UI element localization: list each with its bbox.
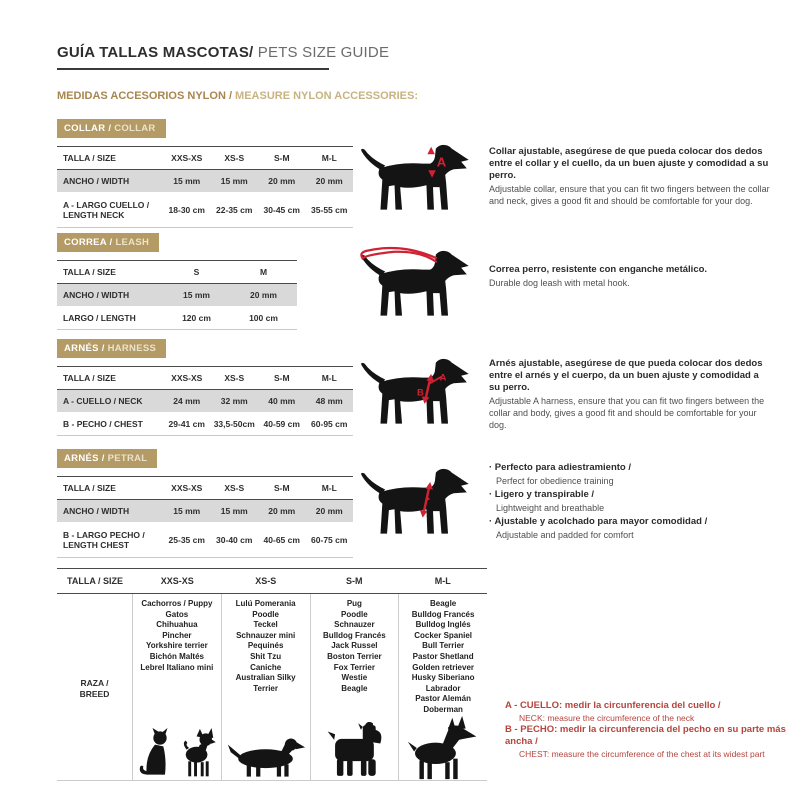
collar-dog-illustration: [357, 136, 479, 231]
breed-item: Bulldog Francés: [411, 609, 475, 619]
page-subtitle-en: MEASURE NYLON ACCESSORIES:: [232, 90, 419, 102]
harness-point-a-label: A: [439, 372, 447, 383]
page-subtitle-es: MEDIDAS ACCESORIOS NYLON /: [57, 90, 232, 102]
column-header: TALLA / SIZE: [63, 483, 116, 493]
table-cell: 100 cm: [249, 313, 278, 323]
schnauzer-silhouette-icon: [324, 722, 384, 778]
leash-dog-illustration: [357, 242, 479, 337]
leash-size-table: [57, 260, 297, 330]
breed-column-xxs-xs: [133, 594, 222, 780]
table-header-row: [57, 476, 353, 500]
leash-badge-en: LEASH: [112, 237, 150, 248]
table-cell: 32 mm: [220, 396, 248, 406]
column-header: TALLA / SIZE: [63, 373, 116, 383]
note-neck: [505, 700, 790, 724]
breed-column-xs-s: [222, 594, 311, 780]
table-cell: 20 mm: [315, 506, 343, 516]
collar-description: [489, 146, 771, 207]
breed-item: Schnauzer mini: [236, 630, 296, 640]
table-row: [57, 193, 353, 228]
feature-item: [489, 462, 771, 487]
table-cell: 35-55 cm: [311, 205, 348, 215]
breed-item: Doberman: [423, 704, 463, 714]
breed-item: Labrador: [425, 683, 461, 693]
table-cell: 20 mm: [315, 176, 343, 186]
leash-badge: [57, 233, 159, 252]
harness-desc-en: Adjustable A harness, ensure that you can fit two fingers between the collar and body, gives a good fit and should be comfortable for your dog.: [489, 396, 765, 430]
table-row: [57, 307, 297, 330]
breed-list: [224, 599, 308, 694]
collar-section: [57, 118, 770, 228]
harness-desc-es: Arnés ajustable, asegúrese de que pueda colocar dos dedos entre el arnés y el cuerpo, da un buen ajuste y comodidad a su perro.: [489, 358, 763, 393]
petral-size-table: [57, 476, 353, 558]
chihuahua-silhouette-icon: [178, 728, 216, 778]
table-cell: 15 mm: [173, 176, 201, 186]
breed-animals: [324, 722, 384, 778]
table-cell: 25-35 cm: [168, 535, 205, 545]
harness-section: [57, 338, 770, 436]
column-header: M-L: [321, 373, 337, 383]
page-title: [57, 44, 390, 70]
breed-list: [412, 599, 475, 716]
breed-item: Yorkshire terrier: [146, 641, 208, 651]
collar-desc-en: Adjustable collar, ensure that you can fit two fingers between the collar and neck, gives a good fit and should be comfortable for your dog.: [489, 184, 770, 206]
petral-badge-es: ARNÉS /: [64, 453, 105, 464]
row-label: ANCHO / WIDTH: [63, 290, 130, 300]
breed-animals: [226, 730, 306, 778]
breed-item: Bichón Maltés: [149, 651, 204, 661]
harness-badge-en: HARNESS: [104, 343, 157, 354]
column-header: XXS-XS: [171, 373, 203, 383]
feature-item: [489, 516, 771, 541]
breed-item: Gatos: [165, 609, 189, 619]
column-header: XS-S: [224, 373, 245, 383]
collar-badge-en: COLLAR: [111, 123, 156, 134]
breed-item: Pastor Alemán: [415, 694, 471, 704]
table-cell: 120 cm: [182, 313, 211, 323]
feature-es: · Ajustable y acolchado para mayor comodidad /: [489, 516, 708, 527]
petral-badge-en: PETRAL: [104, 453, 148, 464]
measure-arrow-down-icon: [420, 510, 428, 518]
column-header: TALLA / SIZE: [63, 153, 116, 163]
breed-row-label: [57, 594, 133, 780]
harness-size-table: [57, 366, 353, 436]
breed-item: Poodle: [341, 609, 368, 619]
row-label: B - PECHO / CHEST: [63, 419, 143, 429]
breed-item: Golden retriever: [412, 662, 475, 672]
harness-point-b-label: B: [417, 387, 424, 398]
table-header-row: [57, 366, 353, 390]
table-cell: 15 mm: [183, 290, 210, 300]
breed-item: Boston Terrier: [327, 651, 382, 661]
leash-desc-es: Correa perro, resistente con enganche metálico.: [489, 264, 708, 275]
column-header: S-M: [273, 483, 290, 493]
column-header: S: [193, 267, 200, 277]
table-row: [57, 413, 353, 436]
breed-item: Poodle: [252, 609, 279, 619]
table-cell: 20 mm: [268, 506, 296, 516]
column-header: M-L: [321, 483, 337, 493]
table-cell: 30-40 cm: [216, 535, 253, 545]
breed-item: Lulú Pomerania: [235, 599, 296, 608]
table-cell: 22-35 cm: [216, 205, 253, 215]
note-neck-en: NECK: measure the circumference of the neck: [519, 713, 695, 723]
row-label: A - LARGO CUELLO / LENGTH NECK: [63, 200, 150, 220]
page-subtitle: [57, 90, 418, 102]
breed-item: Cocker Spaniel: [414, 630, 473, 640]
petral-badge: [57, 449, 157, 468]
column-header: M-L: [321, 153, 337, 163]
column-header: M-L: [434, 576, 451, 586]
table-cell: 24 mm: [173, 396, 201, 406]
dachshund-silhouette-icon: [226, 730, 306, 778]
column-header: XS-S: [224, 483, 245, 493]
table-cell: 15 mm: [220, 176, 248, 186]
table-row: [57, 523, 353, 558]
breed-animals: [138, 728, 216, 778]
column-header: XXS-XS: [171, 153, 203, 163]
collar-point-a-label: A: [436, 154, 447, 170]
column-header: S-M: [273, 153, 290, 163]
table-cell: 15 mm: [173, 506, 201, 516]
leash-line-icon: [361, 248, 436, 262]
column-header: XXS-XS: [160, 576, 194, 586]
row-label-es: RAZA /: [80, 677, 109, 688]
breed-item: Jack Russel: [331, 641, 378, 651]
column-header: TALLA / SIZE: [67, 576, 123, 586]
column-header: XS-S: [255, 576, 277, 586]
breed-item: Shit Tzu: [250, 651, 282, 661]
breed-item: Cachorros / Puppy: [141, 599, 213, 608]
collar-desc-es: Collar ajustable, asegúrese de que pueda colocar dos dedos entre el collar y el cuello, da un buen ajuste y comodidad a su perro.: [489, 146, 769, 181]
column-header: S-M: [273, 373, 290, 383]
table-cell: 60-75 cm: [311, 535, 348, 545]
feature-en: Adjustable and padded for comfort: [496, 529, 634, 540]
breed-item: Pequinés: [247, 641, 284, 651]
breed-list: [323, 599, 386, 694]
cat-silhouette-icon: [138, 728, 172, 778]
harness-dog-illustration: [357, 350, 479, 445]
page-title-es: GUÍA TALLAS MASCOTAS/: [57, 44, 254, 61]
breed-item: Chihuahua: [156, 620, 198, 630]
breed-item: Pug: [346, 599, 362, 608]
breed-column-m-l: [399, 594, 487, 780]
harness-badge-es: ARNÉS /: [64, 343, 105, 354]
table-row: [57, 170, 353, 193]
breed-item: Beagle: [430, 599, 457, 608]
breed-item: Pincher: [162, 630, 192, 640]
table-cell: 20 mm: [268, 176, 296, 186]
column-header: M: [259, 267, 268, 277]
harness-badge: [57, 339, 166, 358]
petral-section: [57, 448, 770, 558]
breed-item: Caniche: [250, 662, 282, 672]
measure-arrow-up-icon: [426, 482, 434, 490]
table-cell: 40 mm: [268, 396, 296, 406]
breed-list: [140, 599, 213, 673]
breed-item: Husky Siberiano: [411, 673, 475, 683]
feature-es: · Perfecto para adiestramiento /: [489, 462, 632, 473]
column-header: TALLA / SIZE: [63, 267, 116, 277]
feature-en: Lightweight and breathable: [496, 502, 605, 513]
feature-item: [489, 489, 771, 514]
leash-description: [489, 264, 771, 289]
row-label: ANCHO / WIDTH: [63, 506, 130, 516]
breed-item: Pastor Shetland: [412, 651, 474, 661]
harness-description: [489, 358, 771, 431]
breed-item: Bull Terrier: [422, 641, 465, 651]
table-header-row: [57, 568, 487, 594]
collar-badge-es: COLLAR /: [64, 123, 112, 134]
note-chest-en: CHEST: measure the circumference of the chest at its widest part: [519, 749, 765, 759]
breed-item: Beagle: [341, 683, 368, 693]
breed-animals: [405, 716, 481, 780]
doberman-silhouette-icon: [405, 716, 481, 780]
column-header: XXS-XS: [171, 483, 203, 493]
petral-feature-list: [489, 462, 771, 543]
row-label: A - CUELLO / NECK: [63, 396, 143, 406]
breed-column-s-m: [311, 594, 400, 780]
table-cell: 40-59 cm: [263, 419, 300, 429]
leash-desc-en: Durable dog leash with metal hook.: [489, 278, 630, 288]
table-cell: 18-30 cm: [168, 205, 205, 215]
table-cell: 60-95 cm: [311, 419, 348, 429]
table-cell: 48 mm: [315, 396, 343, 406]
table-cell: 30-45 cm: [263, 205, 300, 215]
breed-item: Fox Terrier: [333, 662, 375, 672]
table-row: [57, 500, 353, 523]
table-row: [57, 284, 297, 307]
table-cell: 20 mm: [250, 290, 277, 300]
table-cell: 15 mm: [220, 506, 248, 516]
breed-item: Bulldog Inglés: [415, 620, 471, 630]
row-label: B - LARGO PECHO / LENGTH CHEST: [63, 530, 145, 550]
breed-size-table: [57, 568, 487, 781]
petral-dog-illustration: [357, 460, 479, 555]
measure-arrow-up-icon: [427, 147, 435, 155]
leash-section: [57, 232, 770, 330]
page-title-en: PETS SIZE GUIDE: [253, 44, 390, 61]
collar-size-table: [57, 146, 353, 228]
measurement-notes: [505, 700, 790, 760]
row-label: LARGO / LENGTH: [63, 313, 136, 323]
note-chest-es: B - PECHO: medir la circunferencia del pecho en su parte más ancha /: [505, 724, 786, 747]
leash-badge-es: CORREA /: [64, 237, 113, 248]
note-chest: [505, 724, 790, 760]
table-row: [57, 390, 353, 413]
column-header: S-M: [346, 576, 363, 586]
row-label-en: BREED: [79, 688, 110, 699]
column-header: XS-S: [224, 153, 245, 163]
table-header-row: [57, 146, 353, 170]
table-cell: 33,5-50cm: [213, 419, 255, 429]
breed-item: Schnauzer: [334, 620, 375, 630]
table-cell: 29-41 cm: [168, 419, 205, 429]
table-header-row: [57, 260, 297, 284]
breed-item: Lebrel Italiano mini: [140, 662, 214, 672]
breed-item: Teckel: [253, 620, 278, 630]
breed-item: Bulldog Francés: [323, 630, 386, 640]
feature-en: Perfect for obedience training: [496, 475, 614, 486]
breed-item: Westie: [341, 673, 368, 683]
row-label: ANCHO / WIDTH: [63, 176, 130, 186]
collar-badge: [57, 119, 166, 138]
table-cell: 40-65 cm: [263, 535, 300, 545]
breed-item: Australian Silky Terrier: [235, 673, 296, 693]
feature-es: · Ligero y transpirable /: [489, 489, 595, 500]
note-neck-es: A - CUELLO: medir la circunferencia del cuello /: [505, 700, 721, 711]
breed-table-body: [57, 594, 487, 781]
